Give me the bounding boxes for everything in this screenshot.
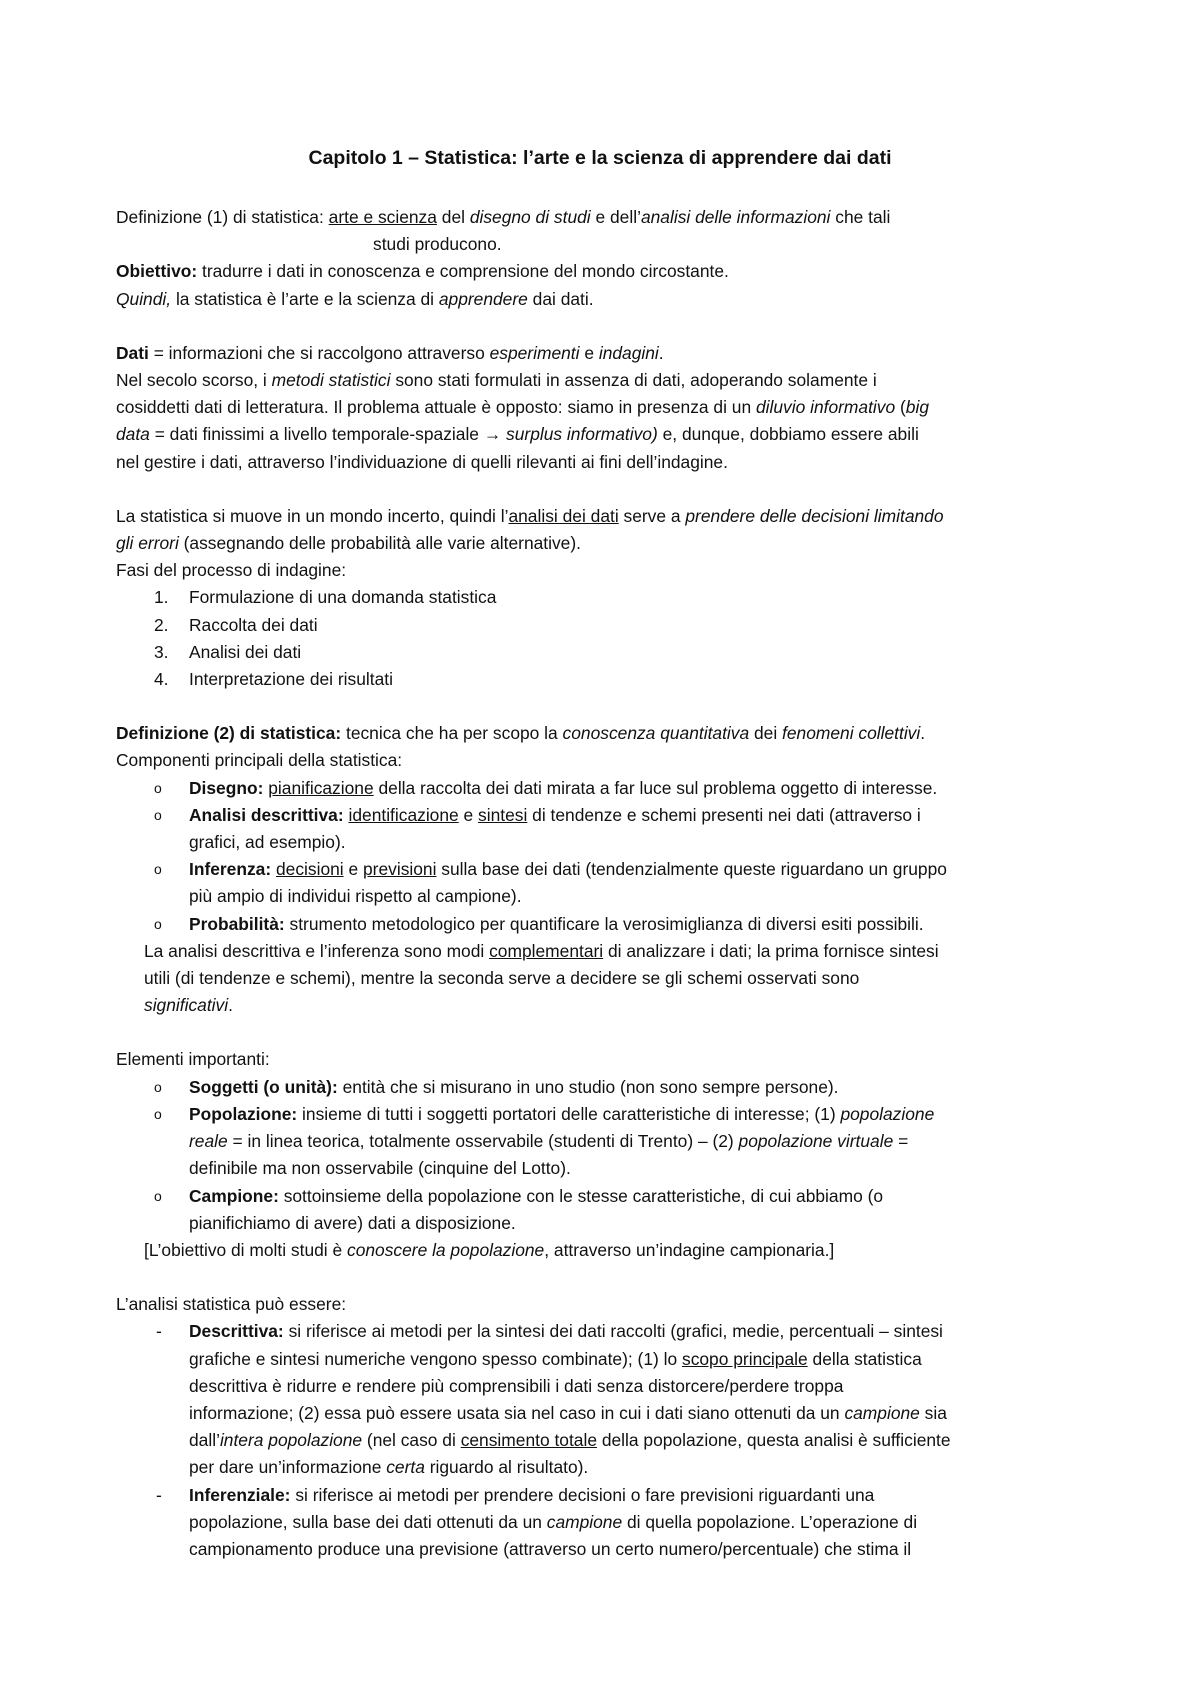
dati-definition: Dati = informazioni che si raccolgono attraverso esperimenti e indagini. xyxy=(116,342,664,363)
list-item: - Descrittiva: si riferisce ai metodi per la sintesi dei dati raccolti (grafici, medie, percentuali – sintesi grafiche e sintesi numeriche vengono spesso combinate); (1) lo scopo principale della statistica descrittiva è ridurre e rendere più comprensibili i dati senza distorcere/perdere troppa informazione; (2) essa può essere usata sia nel caso in cui i dati siano ottenuti da un campione sia dall’intera popolazione (nel caso di censimento totale della popolazione, questa analisi è sufficiente per dare un’informazione certa riguardo al risultato). xyxy=(116,1318,1096,1481)
list-item: 4. Interpretazione dei risultati xyxy=(154,669,393,690)
bullet-icon: o xyxy=(154,1105,162,1122)
list-item: o Popolazione: insieme di tutti i soggetti portatori delle caratteristiche di interesse; (1) popolazione reale = in linea teorica, totalmente osservabile (studenti di Trento) – (2) popolazione virtuale = definibile ma non osservabile (cinquine del Lotto). xyxy=(116,1101,1096,1183)
definition-1: Definizione (1) di statistica: arte e scienza del disegno di studi e dell’analisi delle informazioni che tali xyxy=(116,207,891,227)
list-item: 1. Formulazione di una domanda statistica xyxy=(154,587,497,608)
secolo-paragraph: Nel secolo scorso, i metodi statistici sono stati formulati in assenza di dati, adoperando solamente i cosiddetti dati di letteratura. Il problema attuale è opposto: siamo in presenza di un diluvio informativo (big data = dati finissimi a livello temporale-spaziale → surplus informativo) e, dunque, dobbiamo essere abili nel gestire i dati, attraverso l’individuazione di quelli rilevanti ai fini dell’indagine. xyxy=(116,370,929,472)
objective: Obiettivo: tradurre i dati in conoscenza e comprensione del mondo circostante. xyxy=(116,261,729,282)
list-item: - Inferenziale: si riferisce ai metodi per prendere decisioni o fare previsioni riguardanti una popolazione, sulla base dei dati ottenuti da un campione di quella popolazione. L’operazione di campionamento produce una previsione (attraverso un certo numero/percentuale) che stima il xyxy=(116,1482,1096,1564)
bullet-icon: o xyxy=(154,1187,162,1204)
bullet-icon: o xyxy=(154,779,162,796)
fasi-list xyxy=(116,584,1096,693)
elementi-heading: Elementi importanti: xyxy=(116,1049,270,1070)
definition-2: Definizione (2) di statistica: tecnica che ha per scopo la conoscenza quantitativa dei fenomeni collettivi. xyxy=(116,723,926,744)
incerto-paragraph: La statistica si muove in un mondo incerto, quindi l’analisi dei dati serve a prendere delle decisioni limitando gli errori (assegnando delle probabilità alle varie alternative). xyxy=(116,505,944,554)
bullet-icon: o xyxy=(154,915,162,932)
list-item: o Analisi descrittiva: identificazione e sintesi di tendenze e schemi presenti nei dati (attraverso i grafici, ad esempio). xyxy=(116,802,1096,856)
bullet-icon: o xyxy=(154,806,162,823)
arrow-icon: → xyxy=(483,424,502,445)
list-item: 3. Analisi dei dati xyxy=(154,641,302,662)
dash-icon: - xyxy=(156,1321,162,1342)
list-item: o Soggetti (o unità): entità che si misurano in uno studio (non sono sempre persone). xyxy=(116,1074,1096,1101)
list-item: 2. Raccolta dei dati xyxy=(154,614,318,635)
list-item: o Campione: sottoinsieme della popolazione con le stesse caratteristiche, di cui abbiamo (o pianifichiamo di avere) dati a disposizione. xyxy=(116,1183,1096,1237)
definition-1-cont: studi producono. xyxy=(373,234,502,255)
elementi-list xyxy=(116,1074,1096,1237)
dash-icon: - xyxy=(156,1484,162,1505)
bullet-icon: o xyxy=(154,1078,162,1095)
list-item: o Disegno: pianificazione della raccolta dei dati mirata a far luce sul problema oggetto di interesse. xyxy=(116,775,1096,802)
analisi-heading: L’analisi statistica può essere: xyxy=(116,1294,347,1315)
componenti-note: La analisi descrittiva e l’inferenza sono modi complementari di analizzare i dati; la prima fornisce sintesi utili (di tendenze e schemi), mentre la seconda serve a decidere se gli schemi osservati sono significativi. xyxy=(144,940,939,1016)
fasi-heading: Fasi del processo di indagine: xyxy=(116,560,347,581)
list-item: o Probabilità: strumento metodologico per quantificare la verosimiglianza di diversi esiti possibili. xyxy=(116,911,1096,938)
componenti-heading: Componenti principali della statistica: xyxy=(116,750,403,771)
componenti-list xyxy=(116,775,1096,938)
bullet-icon: o xyxy=(154,861,162,878)
list-item: o Inferenza: decisioni e previsioni sulla base dei dati (tendenzialmente queste riguardano un gruppo più ampio di individui rispetto al campione). xyxy=(116,856,1096,910)
elementi-note: [L’obiettivo di molti studi è conoscere la popolazione, attraverso un’indagine campionaria.] xyxy=(144,1239,835,1260)
quindi-line: Quindi, la statistica è l’arte e la scienza di apprendere dai dati. xyxy=(116,288,594,309)
analisi-list xyxy=(116,1318,1096,1563)
document-body xyxy=(116,204,1096,1563)
page-title: Capitolo 1 – Statistica: l’arte e la scienza di apprendere dai dati xyxy=(308,147,892,169)
